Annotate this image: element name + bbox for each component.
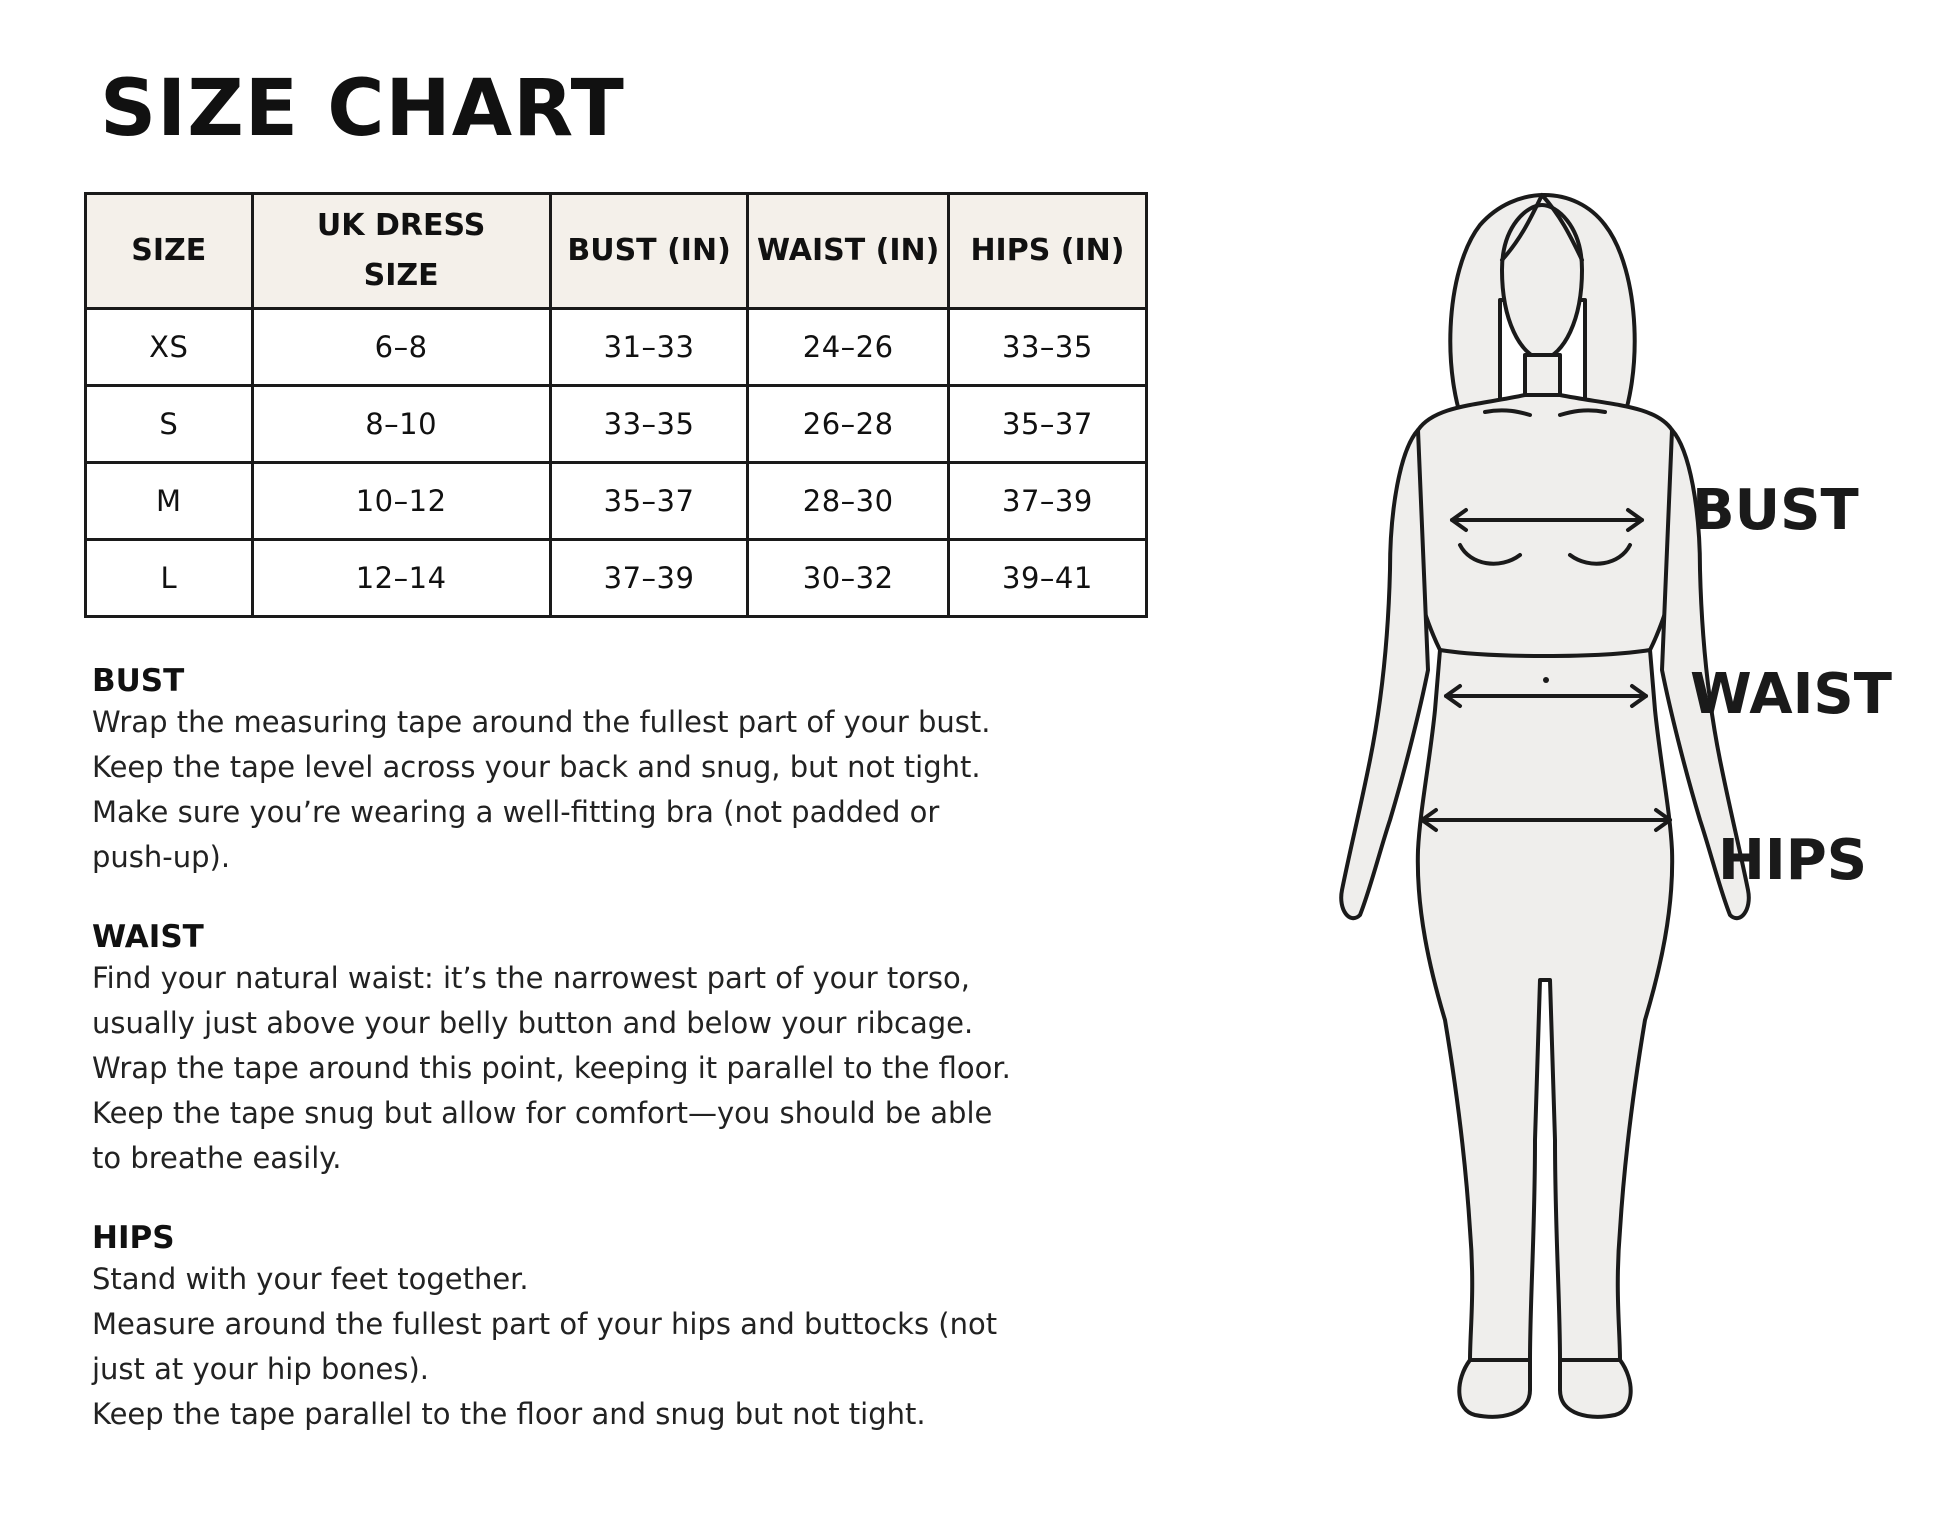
waist-line: Wrap the tape around this point, keeping it parallel to the floor. xyxy=(92,1051,1011,1085)
bust-line: Make sure you’re wearing a well-fitting bra (not padded or xyxy=(92,795,940,829)
waist-line: Find your natural waist: it’s the narrowest part of your torso, xyxy=(92,961,970,995)
right-foot xyxy=(1560,1360,1631,1417)
table-cell: 39–41 xyxy=(948,540,1146,617)
table-cell: 37–39 xyxy=(948,463,1146,540)
table-cell: 30–32 xyxy=(748,540,948,617)
hips-section xyxy=(92,1219,1172,1437)
table-cell: XS xyxy=(86,309,253,386)
header-uk-dress-size: UK DRESS SIZE xyxy=(252,194,550,309)
table-cell: 31–33 xyxy=(550,309,748,386)
table-cell: 35–37 xyxy=(550,463,748,540)
hips-heading: HIPS xyxy=(92,1220,175,1256)
table-row xyxy=(86,386,1147,463)
neck xyxy=(1525,355,1560,395)
face-outline xyxy=(1502,205,1582,360)
table-cell: 37–39 xyxy=(550,540,748,617)
bust-line: Keep the tape level across your back and snug, but not tight. xyxy=(92,750,981,784)
table-cell: 26–28 xyxy=(748,386,948,463)
waist-section xyxy=(92,918,1172,1181)
hips-line: Stand with your feet together. xyxy=(92,1262,529,1296)
table-row xyxy=(86,463,1147,540)
table-cell: S xyxy=(86,386,253,463)
navel xyxy=(1543,677,1549,683)
waist-heading: WAIST xyxy=(92,919,204,955)
table-cell: 35–37 xyxy=(948,386,1146,463)
table-cell: L xyxy=(86,540,253,617)
bust-section xyxy=(92,662,1172,880)
measuring-instructions xyxy=(92,662,1172,1475)
hips-label: HIPS xyxy=(1718,828,1868,893)
header-bust: BUST (IN) xyxy=(550,194,748,309)
table-cell: 12–14 xyxy=(252,540,550,617)
table-cell: 33–35 xyxy=(550,386,748,463)
bust-line: push-up). xyxy=(92,840,231,874)
hips-line: Keep the tape parallel to the floor and snug but not tight. xyxy=(92,1397,926,1431)
table-row xyxy=(86,540,1147,617)
header-size: SIZE xyxy=(86,194,253,309)
torso-outline xyxy=(1406,395,1684,1360)
table-cell: 6–8 xyxy=(252,309,550,386)
page-title: SIZE CHART xyxy=(100,64,625,154)
waist-line: Keep the tape snug but allow for comfort—you should be able xyxy=(92,1096,993,1130)
bust-heading: BUST xyxy=(92,663,185,699)
header-hips: HIPS (IN) xyxy=(948,194,1146,309)
left-foot xyxy=(1459,1360,1530,1417)
table-cell: 8–10 xyxy=(252,386,550,463)
table-cell: 10–12 xyxy=(252,463,550,540)
waist-line: to breathe easily. xyxy=(92,1141,342,1175)
table-cell: M xyxy=(86,463,253,540)
waist-label: WAIST xyxy=(1690,662,1892,727)
size-table xyxy=(84,192,1148,618)
table-cell: 28–30 xyxy=(748,463,948,540)
bust-line: Wrap the measuring tape around the fullest part of your bust. xyxy=(92,705,991,739)
table-cell: 24–26 xyxy=(748,309,948,386)
hips-line: Measure around the fullest part of your hips and buttocks (not xyxy=(92,1307,998,1341)
hips-line: just at your hip bones). xyxy=(92,1352,429,1386)
body-figure-panel xyxy=(1230,150,1890,1450)
left-arm xyxy=(1341,430,1428,918)
table-cell: 33–35 xyxy=(948,309,1146,386)
waist-line: usually just above your belly button and below your ribcage. xyxy=(92,1006,974,1040)
bust-label: BUST xyxy=(1692,478,1859,543)
table-row xyxy=(86,309,1147,386)
header-waist: WAIST (IN) xyxy=(748,194,948,309)
body-figure-illustration xyxy=(1230,150,1890,1450)
table-header-row xyxy=(86,194,1147,309)
